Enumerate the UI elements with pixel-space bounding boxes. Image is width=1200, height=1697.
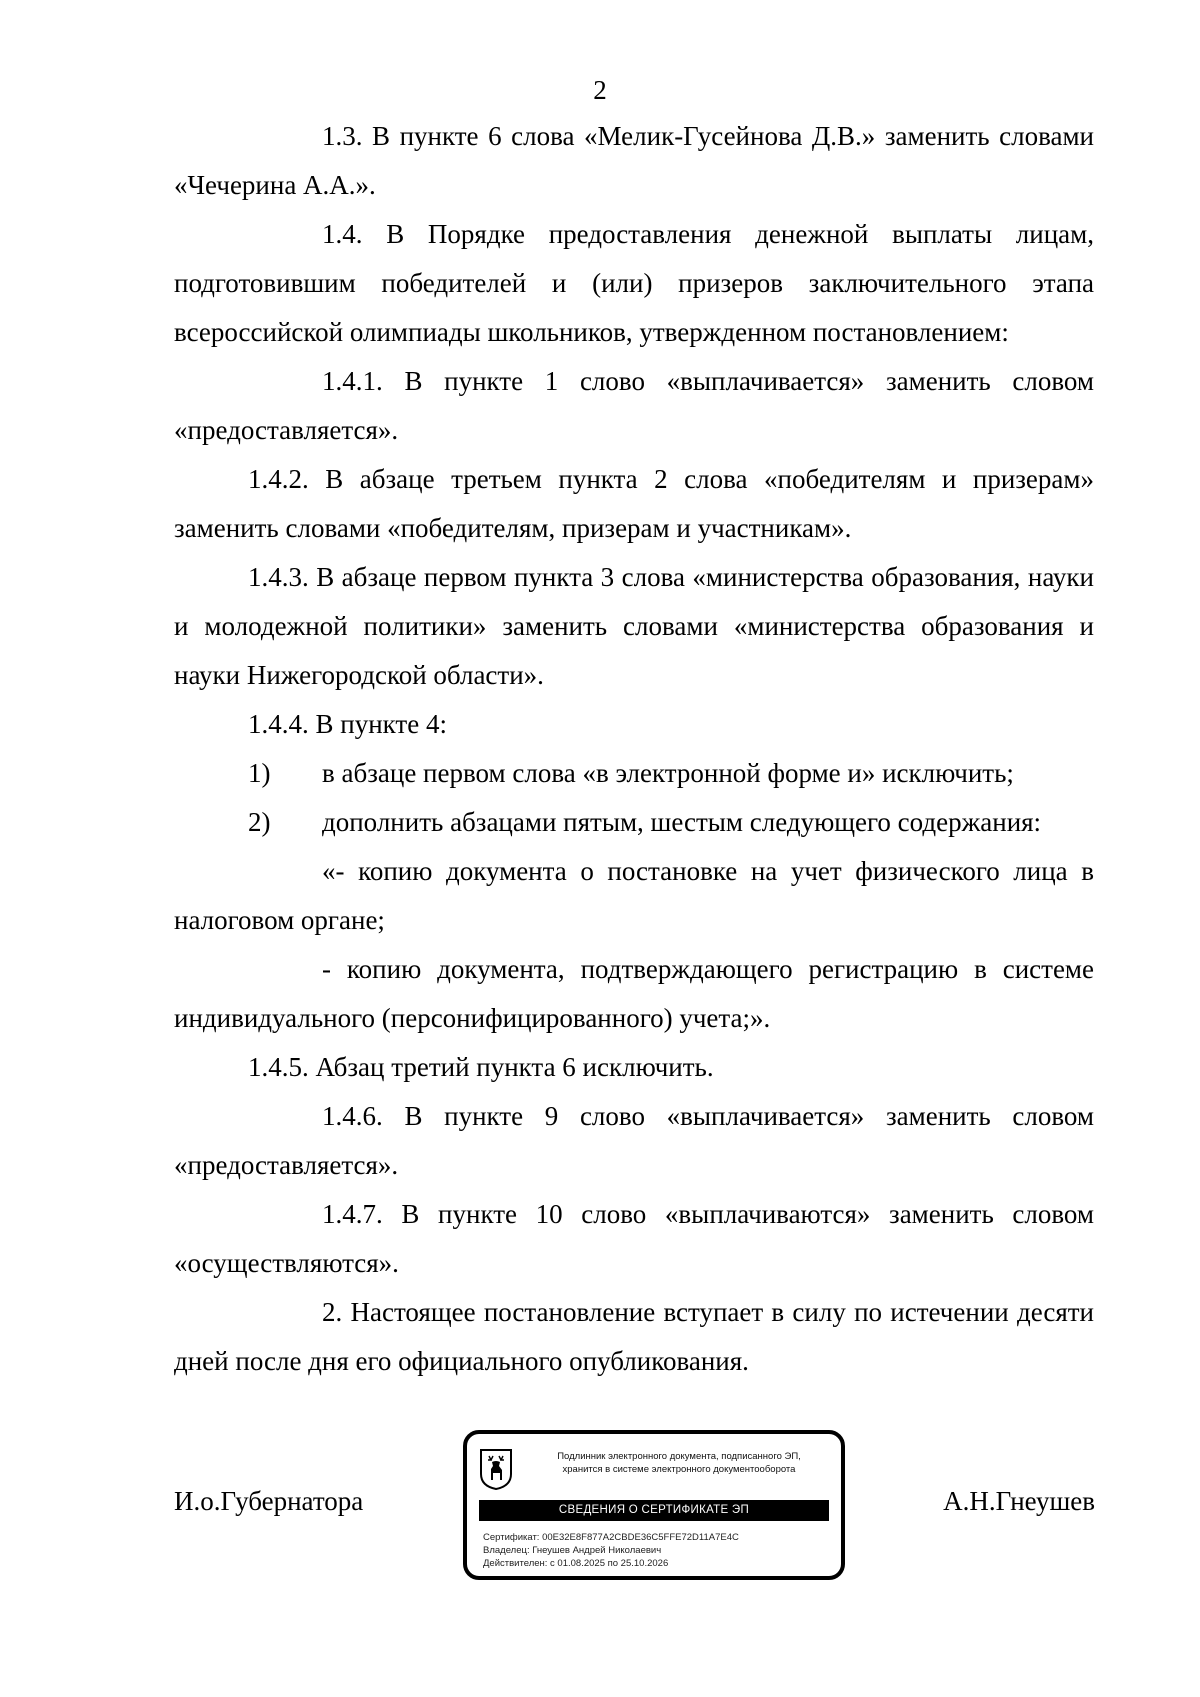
paragraph-label: 1.4. [322, 219, 363, 249]
paragraph-text: В пункте 6 слова «Мелик-Гусейнова Д.В.» заменить словами «Чечерина А.А.». [174, 121, 1094, 200]
dash-item-label: - [322, 954, 331, 984]
stamp-header [525, 1450, 833, 1476]
signatory-role: И.о.Губернатора [174, 1486, 364, 1516]
stamp-header-line: хранится в системе электронного документооборота [562, 1464, 796, 1475]
deer-emblem-icon [479, 1448, 513, 1490]
signature-block [0, 1430, 1200, 1580]
list-item-1 [174, 749, 1094, 798]
signatory-name: А.Н.Гнеушев [943, 1486, 1095, 1516]
paragraph-1-4-5: 1.4.5. Абзац третий пункта 6 исключить. [248, 1052, 714, 1082]
paragraph-1-4-1 [174, 357, 1094, 455]
dash-item-2 [174, 945, 1094, 1043]
dash-item-text: копию документа о постановке на учет физического лица в налоговом органе; [174, 856, 1094, 935]
paragraph-text: Настоящее постановление вступает в силу по истечении десяти дней после дня его официального опубликования. [174, 1297, 1095, 1376]
paragraph-1-4-2: 1.4.2. В абзаце третьем пункта 2 слова «победителям и призерам» заменить словами «победителям, призерам и участникам». [174, 464, 1094, 543]
stamp-title-bar: СВЕДЕНИЯ О СЕРТИФИКАТЕ ЭП [479, 1500, 829, 1521]
paragraph-text: В пункте 9 слово «выплачивается» заменить словом «предоставляется». [174, 1101, 1094, 1180]
paragraph-1-4-4: 1.4.4. В пункте 4: [248, 709, 447, 739]
paragraph-1-4 [174, 210, 1094, 357]
paragraph-1-4-7 [174, 1190, 1094, 1288]
paragraph-text: В пункте 10 слово «выплачиваются» заменить словом «осуществляются». [174, 1199, 1094, 1278]
list-item-text: в абзаце первом слова «в электронной форме и» исключить; [322, 758, 1014, 788]
list-item-2 [174, 798, 1094, 847]
certificate-owner: Владелец: Гнеушев Андрей Николаевич [483, 1545, 662, 1556]
page-number: 2 [593, 75, 607, 105]
dash-item-text: копию документа, подтверждающего регистрацию в системе индивидуального (персонифицированного) учета;». [174, 954, 1095, 1033]
paragraph-1-4-6 [174, 1092, 1094, 1190]
list-item-text: дополнить абзацами пятым, шестым следующего содержания: [322, 807, 1042, 837]
document-body [174, 112, 1094, 1386]
list-item-label: 1) [248, 758, 271, 788]
paragraph-1-3 [174, 112, 1094, 210]
certificate-number: Сертификат: 00E32E8F877A2CBDE36C5FFE72D11A7E4C [483, 1532, 739, 1543]
stamp-header-line: Подлинник электронного документа, подписанного ЭП, [557, 1451, 801, 1462]
electronic-signature-stamp [463, 1430, 845, 1580]
certificate-validity: Действителен: с 01.08.2025 по 25.10.2026 [483, 1558, 669, 1569]
paragraph-1-4-3: 1.4.3. В абзаце первом пункта 3 слова «министерства образования, науки и молодежной политики» заменить словами «министерства образования и науки Нижегородской области». [174, 562, 1094, 690]
paragraph-label: 1.4.1. [322, 366, 383, 396]
paragraph-label: 1.3. [322, 121, 363, 151]
stamp-details [483, 1531, 739, 1570]
paragraph-text: В пункте 1 слово «выплачивается» заменить словом «предоставляется». [174, 366, 1094, 445]
list-item-label: 2) [248, 807, 271, 837]
dash-item-label: «- [322, 856, 345, 886]
paragraph-label: 2. [322, 1297, 343, 1327]
dash-item-1 [174, 847, 1094, 945]
paragraph-text: В Порядке предоставления денежной выплаты лицам, подготовившим победителей и (или) призеров заключительного этапа всероссийской олимпиады школьников, утвержденном постановлением: [174, 219, 1094, 347]
paragraph-label: 1.4.7. [322, 1199, 383, 1229]
paragraph-label: 1.4.6. [322, 1101, 383, 1131]
paragraph-2 [174, 1288, 1094, 1386]
